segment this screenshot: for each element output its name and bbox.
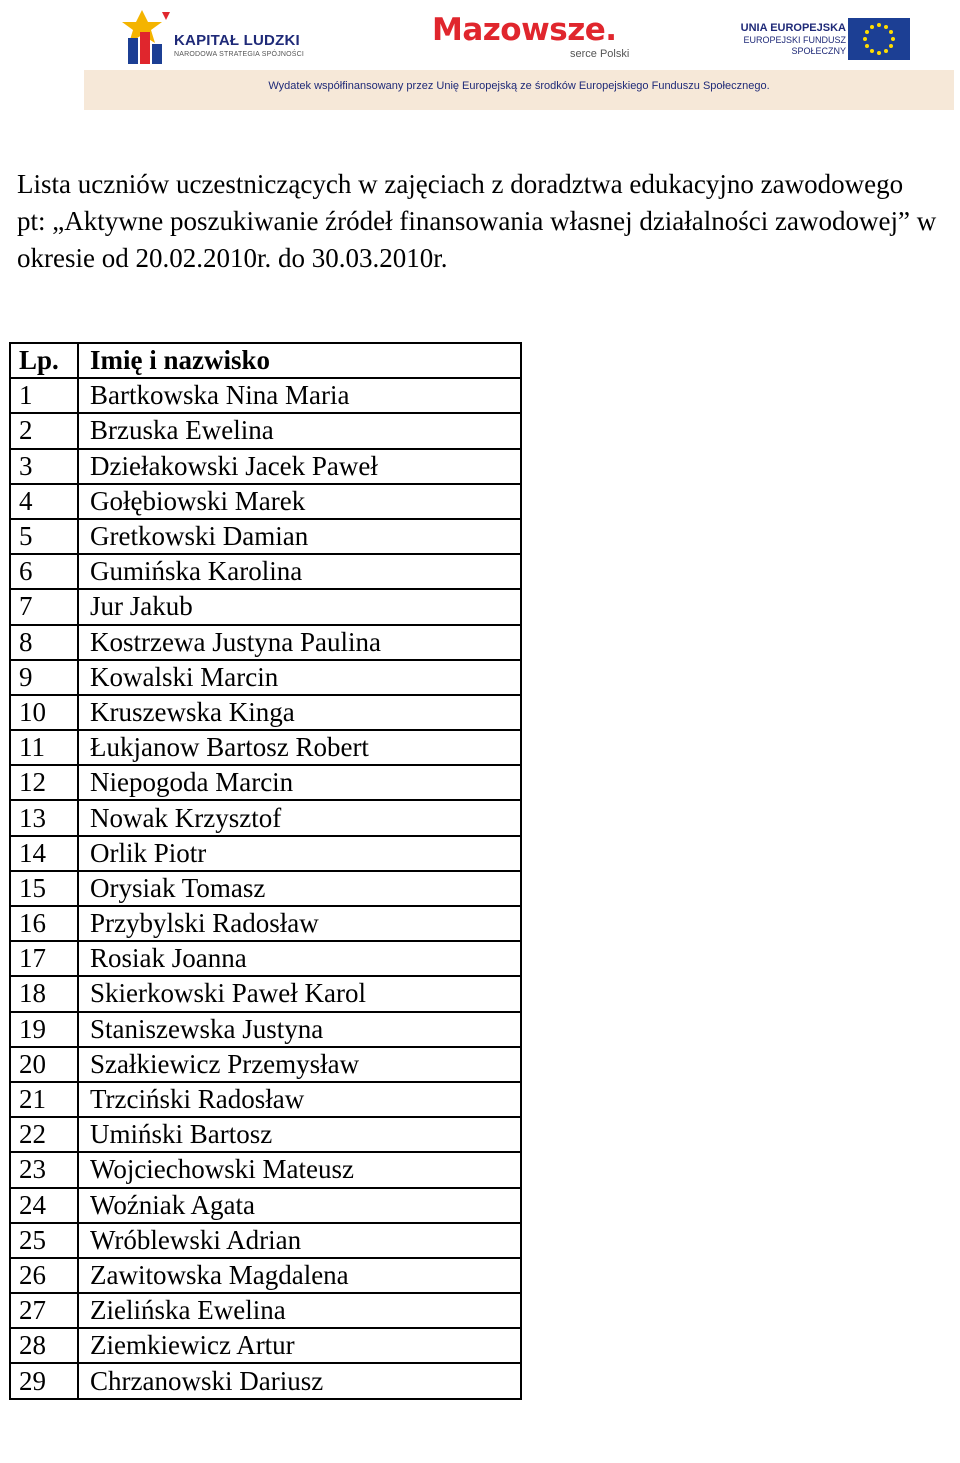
row-lp: 14 (10, 836, 78, 871)
kapital-ludzki-title: KAPITAŁ LUDZKI (174, 32, 300, 49)
table-row (10, 1117, 521, 1152)
row-lp: 21 (10, 1082, 78, 1117)
row-lp: 13 (10, 800, 78, 835)
logo-bar (84, 0, 954, 70)
row-lp: 15 (10, 871, 78, 906)
row-name: Kowalski Marcin (78, 660, 521, 695)
row-name: Łukjanow Bartosz Robert (78, 730, 521, 765)
cofinancing-strip (84, 70, 954, 110)
table-row (10, 378, 521, 413)
row-name: Woźniak Agata (78, 1188, 521, 1223)
mazowsze-title: Mazowsze. (432, 12, 617, 48)
row-lp: 11 (10, 730, 78, 765)
table-row (10, 765, 521, 800)
row-name: Przybylski Radosław (78, 906, 521, 941)
table-row (10, 449, 521, 484)
row-lp: 12 (10, 765, 78, 800)
header-lp: Lp. (10, 343, 78, 378)
row-name: Umiński Bartosz (78, 1117, 521, 1152)
table-header-row (10, 343, 521, 378)
row-lp: 2 (10, 413, 78, 448)
row-name: Gretkowski Damian (78, 519, 521, 554)
row-name: Niepogoda Marcin (78, 765, 521, 800)
row-lp: 26 (10, 1258, 78, 1293)
row-lp: 18 (10, 976, 78, 1011)
table-row (10, 941, 521, 976)
table-row (10, 695, 521, 730)
table-row (10, 1012, 521, 1047)
row-name: Jur Jakub (78, 589, 521, 624)
cofinancing-text: Wydatek współfinansowany przez Unię Europejską ze środków Europejskiego Funduszu Społecznego. (268, 80, 770, 92)
table-row (10, 906, 521, 941)
row-name: Wróblewski Adrian (78, 1223, 521, 1258)
row-lp: 27 (10, 1293, 78, 1328)
row-lp: 10 (10, 695, 78, 730)
header-name: Imię i nazwisko (78, 343, 521, 378)
mazowsze-subtitle: serce Polski (570, 48, 630, 60)
row-lp: 9 (10, 660, 78, 695)
header-banner (84, 0, 954, 110)
table-row (10, 836, 521, 871)
table-row (10, 1082, 521, 1117)
table-row (10, 554, 521, 589)
table-row (10, 625, 521, 660)
row-name: Zielińska Ewelina (78, 1293, 521, 1328)
row-lp: 28 (10, 1328, 78, 1363)
table-row (10, 1293, 521, 1328)
row-name: Brzuska Ewelina (78, 413, 521, 448)
row-lp: 23 (10, 1152, 78, 1187)
table-row (10, 871, 521, 906)
eu-flag-icon (848, 18, 910, 60)
table-row (10, 1328, 521, 1363)
table-row (10, 1223, 521, 1258)
row-lp: 8 (10, 625, 78, 660)
table-row (10, 1363, 521, 1398)
eu-logo-line1: UNIA EUROPEJSKA (740, 22, 846, 34)
row-name: Ziemkiewicz Artur (78, 1328, 521, 1363)
table-row (10, 730, 521, 765)
row-name: Kruszewska Kinga (78, 695, 521, 730)
eu-logo (740, 14, 950, 64)
row-name: Orysiak Tomasz (78, 871, 521, 906)
row-name: Dziełakowski Jacek Paweł (78, 449, 521, 484)
row-lp: 29 (10, 1363, 78, 1398)
row-name: Trzciński Radosław (78, 1082, 521, 1117)
table-row (10, 413, 521, 448)
table-row (10, 660, 521, 695)
row-name: Bartkowska Nina Maria (78, 378, 521, 413)
table-row (10, 484, 521, 519)
kapital-ludzki-emblem-icon (122, 8, 170, 66)
row-name: Rosiak Joanna (78, 941, 521, 976)
row-lp: 19 (10, 1012, 78, 1047)
table-row (10, 1188, 521, 1223)
table-row (10, 1258, 521, 1293)
row-lp: 24 (10, 1188, 78, 1223)
table-row (10, 519, 521, 554)
row-lp: 4 (10, 484, 78, 519)
students-table (9, 342, 522, 1400)
row-lp: 1 (10, 378, 78, 413)
row-name: Skierkowski Paweł Karol (78, 976, 521, 1011)
row-name: Chrzanowski Dariusz (78, 1363, 521, 1398)
table-row (10, 1047, 521, 1082)
row-lp: 3 (10, 449, 78, 484)
eu-logo-line2: EUROPEJSKI FUNDUSZ (743, 35, 846, 45)
row-name: Zawitowska Magdalena (78, 1258, 521, 1293)
mazowsze-logo (424, 12, 644, 66)
row-lp: 7 (10, 589, 78, 624)
table-row (10, 800, 521, 835)
table-row (10, 1152, 521, 1187)
row-lp: 6 (10, 554, 78, 589)
kapital-ludzki-logo (122, 8, 322, 66)
row-name: Kostrzewa Justyna Paulina (78, 625, 521, 660)
row-lp: 20 (10, 1047, 78, 1082)
row-lp: 22 (10, 1117, 78, 1152)
table-row (10, 589, 521, 624)
row-lp: 16 (10, 906, 78, 941)
row-lp: 17 (10, 941, 78, 976)
row-name: Wojciechowski Mateusz (78, 1152, 521, 1187)
row-name: Nowak Krzysztof (78, 800, 521, 835)
eu-logo-line3: SPOŁECZNY (791, 46, 846, 56)
row-lp: 25 (10, 1223, 78, 1258)
table-row (10, 976, 521, 1011)
row-lp: 5 (10, 519, 78, 554)
row-name: Gumińska Karolina (78, 554, 521, 589)
kapital-ludzki-subtitle: NARODOWA STRATEGIA SPÓJNOŚCI (174, 51, 305, 58)
document-title: Lista uczniów uczestniczących w zajęciach z doradztwa edukacyjno zawodowego pt: „Aktywne poszukiwanie źródeł finansowania własnej działalności zawodowej” w okresie od 20.02.2010r. do 30.03.2010r. (17, 169, 937, 273)
row-name: Orlik Piotr (78, 836, 521, 871)
row-name: Szałkiewicz Przemysław (78, 1047, 521, 1082)
row-name: Gołębiowski Marek (78, 484, 521, 519)
row-name: Staniszewska Justyna (78, 1012, 521, 1047)
